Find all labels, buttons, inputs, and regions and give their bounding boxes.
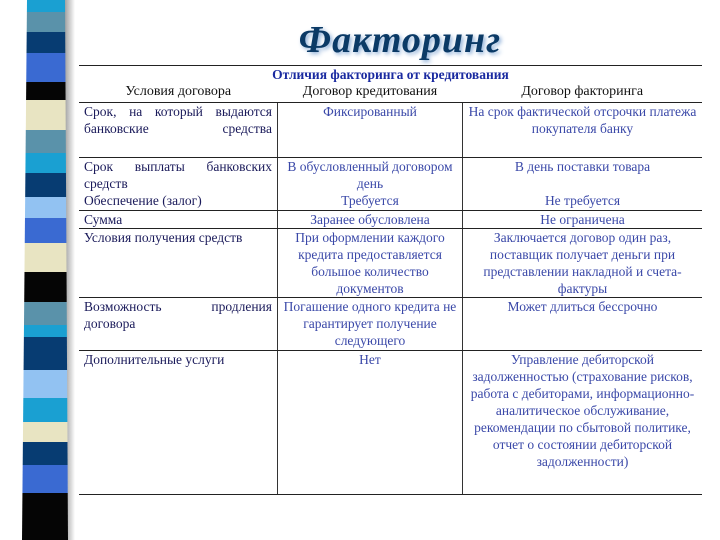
cell-condition: Срок выплаты банковских средств	[84, 159, 272, 191]
cell-condition: Возможность продления договора	[79, 297, 278, 350]
stripe-band	[26, 53, 65, 82]
table-row	[79, 210, 702, 228]
cell-factoring: Не требуется	[463, 192, 703, 210]
header-credit: Договор кредитования	[278, 83, 463, 103]
cell-condition: Условия получения средств	[79, 228, 278, 297]
stripe-band	[27, 32, 66, 53]
cell-condition: Срок, на который выдаются банковские средства	[79, 103, 278, 158]
decorative-color-stripe	[0, 0, 75, 540]
stripe-band	[22, 493, 68, 540]
cell-factoring: Управление дебиторской задолженностью (страхование рисков, работа с дебиторами, информационно-аналитическое обслуживание, рекомендации по сбытовой политике, отчет о состоянии дебиторской задолженности)	[463, 350, 703, 494]
stripe-band	[27, 12, 65, 32]
cell-condition: Обеспечение (залог)	[79, 192, 278, 210]
stripe-band	[26, 100, 66, 130]
cell-credit: В обусловленный договором день	[278, 158, 463, 193]
stripe-band	[24, 337, 67, 370]
stripe-band	[26, 130, 66, 153]
cell-credit: Погашение одного кредита не гарантирует получение следующего	[278, 297, 463, 350]
cell-factoring: Не ограничена	[463, 210, 703, 228]
cell-credit: Требуется	[278, 192, 463, 210]
cell-credit: Нет	[278, 350, 463, 494]
table-row	[79, 350, 702, 494]
table-row	[79, 228, 702, 297]
stripe-band	[23, 442, 68, 465]
stripe-band	[23, 398, 67, 422]
stripe-band	[22, 465, 67, 493]
table-row	[79, 103, 702, 158]
stripe-band	[25, 173, 66, 197]
stripe-band	[24, 302, 67, 325]
cell-factoring: В день поставки товара	[463, 158, 703, 193]
stripe-band	[26, 82, 65, 100]
cell-factoring: Заключается договор один раз, поставщик получает деньги при представлении накладной и счета-фактуры	[463, 228, 703, 297]
cell-credit: Заранее обусловлена	[278, 210, 463, 228]
cell-condition: Дополнительные услуги	[79, 350, 278, 494]
table-caption: Отличия факторинга от кредитования	[79, 66, 702, 84]
comparison-table	[79, 65, 702, 495]
table-row	[79, 297, 702, 350]
table-row	[79, 158, 702, 193]
cell-credit: Фиксированный	[278, 103, 463, 158]
header-factoring: Договор факторинга	[463, 83, 703, 103]
slide-title: Факторинг	[298, 19, 502, 61]
stripe-band	[25, 153, 66, 173]
stripe-band	[23, 422, 68, 442]
header-conditions: Условия договора	[79, 83, 278, 103]
stripe-band	[25, 218, 67, 243]
stripe-band	[23, 370, 67, 398]
table-row	[79, 192, 702, 210]
cell-credit: При оформлении каждого кредита предоставляется большое количество документов	[278, 228, 463, 297]
stripe-band	[24, 272, 66, 302]
cell-factoring: Может длиться бессрочно	[463, 297, 703, 350]
stripe-band	[24, 325, 67, 337]
cell-condition: Сумма	[79, 210, 278, 228]
stripe-band	[27, 0, 65, 12]
stripe-band	[24, 243, 66, 272]
stripe-band	[25, 197, 66, 218]
cell-factoring: На срок фактической отсрочки платежа покупателя банку	[463, 103, 703, 158]
